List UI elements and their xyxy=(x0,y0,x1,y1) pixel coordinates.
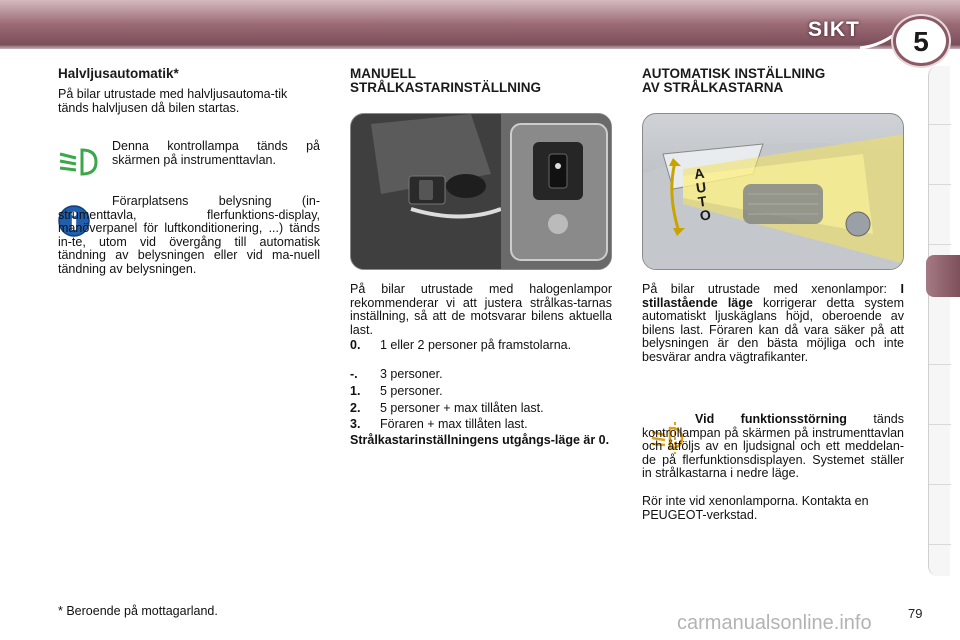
thumb-tab-divider xyxy=(929,184,951,185)
car-headlight-illustration xyxy=(643,114,904,270)
thumb-tab-divider xyxy=(929,544,951,545)
list-item-text: Föraren + max tillåten last. xyxy=(380,417,528,431)
chapter-number-badge xyxy=(893,16,949,66)
section-heading-manuell-line1: MANUELL xyxy=(350,66,416,81)
list-item-key: 1. xyxy=(350,384,361,398)
automatisk-intro-part2: korrigerar detta system automatiskt ljuskäglans höjd, oberoende av bilens last. Föraren kan då vara säker på att belysningen är den bästa möjliga och inte besvärar andra vägtrafikanter. xyxy=(642,295,904,364)
fault-warning-emphasis: Vid funktionsstörning xyxy=(695,412,847,426)
list-item-text: 1 eller 2 personer på framstolarna. xyxy=(380,338,572,352)
list-item-key: 2. xyxy=(350,401,361,415)
dashboard-adjuster-photo xyxy=(350,113,612,270)
list-item-text: 5 personer + max tillåten last. xyxy=(380,401,544,415)
list-item-key: 0. xyxy=(350,338,361,352)
chapter-title: SIKT xyxy=(808,18,860,41)
list-item-key: 3. xyxy=(350,417,361,431)
section-heading-halvljusautomatik: Halvljusautomatik* xyxy=(58,66,179,81)
thumb-tab-divider xyxy=(929,124,951,125)
manuell-intro-text: På bilar utrustade med halogenlampor rekommenderar vi att justera strålkas-tarnas inställning, så att de motsvarar bilens aktuella last. xyxy=(350,282,612,337)
section-heading-automatisk-line2: AV STRÅLKASTARNA xyxy=(642,80,784,95)
thumb-tab-divider xyxy=(929,484,951,485)
fault-warning-paragraph xyxy=(642,413,904,481)
section-heading-automatisk-line1: AUTOMATISK INSTÄLLNING xyxy=(642,66,826,81)
list-item-text: 5 personer. xyxy=(380,384,443,398)
low-beam-lamp-icon xyxy=(58,146,100,178)
list-item-key: -. xyxy=(350,367,358,381)
header-band-shadow xyxy=(0,44,960,49)
chapter-number: 5 xyxy=(913,26,929,57)
automatisk-intro-paragraph xyxy=(642,283,904,364)
xenon-service-note: Rör inte vid xenonlamporna. Kontakta en PEUGEOT-verkstad. xyxy=(642,494,869,522)
automatisk-stationary-emphasis: I stillastående läge xyxy=(642,282,904,310)
section-heading-manuell-line2: STRÅLKASTARINSTÄLLNING xyxy=(350,80,541,95)
list-item-text: 3 personer. xyxy=(380,367,443,381)
default-position-note: Strålkastarinställningens utgångs-läge är 0. xyxy=(350,433,610,447)
thumb-tab-active-chapter xyxy=(926,255,960,297)
chapter-thumb-tabs xyxy=(928,66,950,576)
dashboard-adjuster-illustration xyxy=(351,114,612,270)
fault-warning-text: tänds kontrollampan på skärmen på instrumenttavlan och åtföljs av en ljudsignal och ett meddelan-de på flerfunktionsdisplayen. Systemet ställer in strålkastarna i nedre läge. xyxy=(642,412,904,480)
thumb-tab-divider xyxy=(929,364,951,365)
watermark: carmanualsonline.info xyxy=(677,612,872,634)
thumb-tab-divider xyxy=(929,244,951,245)
page-number: 79 xyxy=(908,606,923,621)
info-note-text: Förarplatsens belysning (in-strumenttavla, flerfunktions-display, manöverpanel för luftkonditionering, ...) tänds in-te, utom vid övergång till automatisk tändning av belysningen eller vid ma-nuell tändning av belysningen. xyxy=(58,194,320,276)
footnote: * Beroende på mottagarland. xyxy=(58,604,218,618)
automatisk-intro-part1: På bilar utrustade med xenonlampor: xyxy=(642,282,888,296)
halvljus-intro-text: På bilar utrustade med halvljusautoma-tik tänds halvljusen då bilen startas. xyxy=(58,87,288,115)
car-headlight-photo xyxy=(642,113,904,270)
lamp-note-text: Denna kontrollampa tänds på skärmen på instrumenttavlan. xyxy=(112,139,320,167)
auto-label: AUTO xyxy=(693,164,712,224)
thumb-tab-divider xyxy=(929,424,951,425)
